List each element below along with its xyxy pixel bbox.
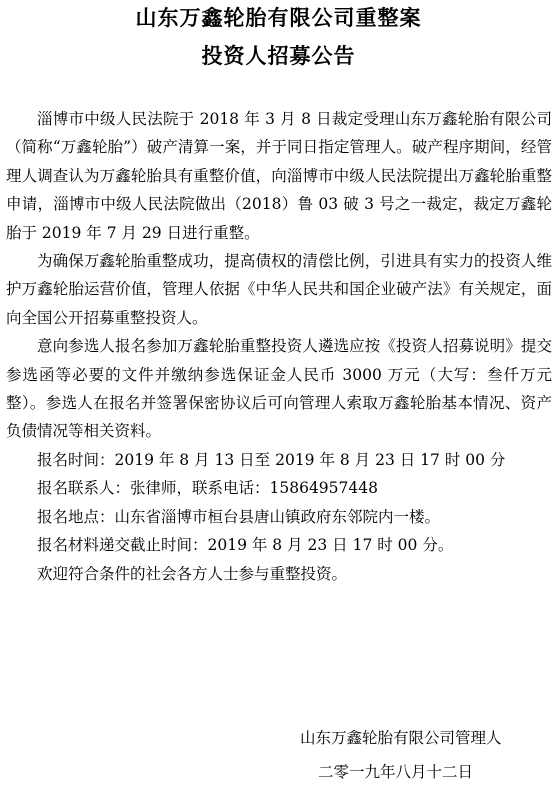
paragraph-case-background: 淄博市中级人民法院于 2018 年 3 月 8 日裁定受理山东万鑫轮胎有限公司（简称“万鑫轮胎”）破产清算一案，并于同日指定管理人。破产程序期间，经管理人调查认为万鑫轮胎具有重整价值，向淄博市中级人民法院提出万鑫轮胎重整申请，淄博市中级人民法院做出（2018）鲁 03 破 3 号之一裁定，裁定万鑫轮胎于 2019 年 7 月 29 日进行重整。 xyxy=(6,110,552,242)
paragraph-registration-requirements: 意向参选人报名参加万鑫轮胎重整投资人遴选应按《投资人招募说明》提交参选函等必要的文件并缴纳参选保证金人民币 3000 万元（大写：叁仟万元整）。参选人在报名并签署保密协议后可向管理人索取万鑫轮胎基本情况、资产负债情况等相关资料。 xyxy=(6,337,552,441)
announcement-body xyxy=(6,105,552,588)
paragraph-recruitment-purpose: 为确保万鑫轮胎重整成功，提高债权的清偿比例，引进具有实力的投资人维护万鑫轮胎运营价值，管理人依据《中华人民共和国企业破产法》有关规定，面向全国公开招募重整投资人。 xyxy=(6,252,552,327)
paragraph-welcome: 欢迎符合条件的社会各方人士参与重整投资。 xyxy=(37,564,348,583)
document-title: 山东万鑫轮胎有限公司重整案 xyxy=(135,6,422,30)
paragraph-contact: 报名联系人：张律师，联系电话：15864957448 xyxy=(37,479,378,498)
signature-date: 二零一九年八月十二日 xyxy=(318,763,474,781)
paragraph-registration-location: 报名地点：山东省淄博市桓台县唐山镇政府东邻院内一楼。 xyxy=(37,507,441,526)
signature-organization: 山东万鑫轮胎有限公司管理人 xyxy=(300,729,502,747)
document-subtitle: 投资人招募公告 xyxy=(201,44,356,68)
paragraph-registration-time: 报名时间：2019 年 8 月 13 日至 2019 年 8 月 23 日 17 时 00 分 xyxy=(37,450,506,469)
paragraph-submission-deadline: 报名材料递交截止时间：2019 年 8 月 23 日 17 时 00 分。 xyxy=(37,536,454,555)
